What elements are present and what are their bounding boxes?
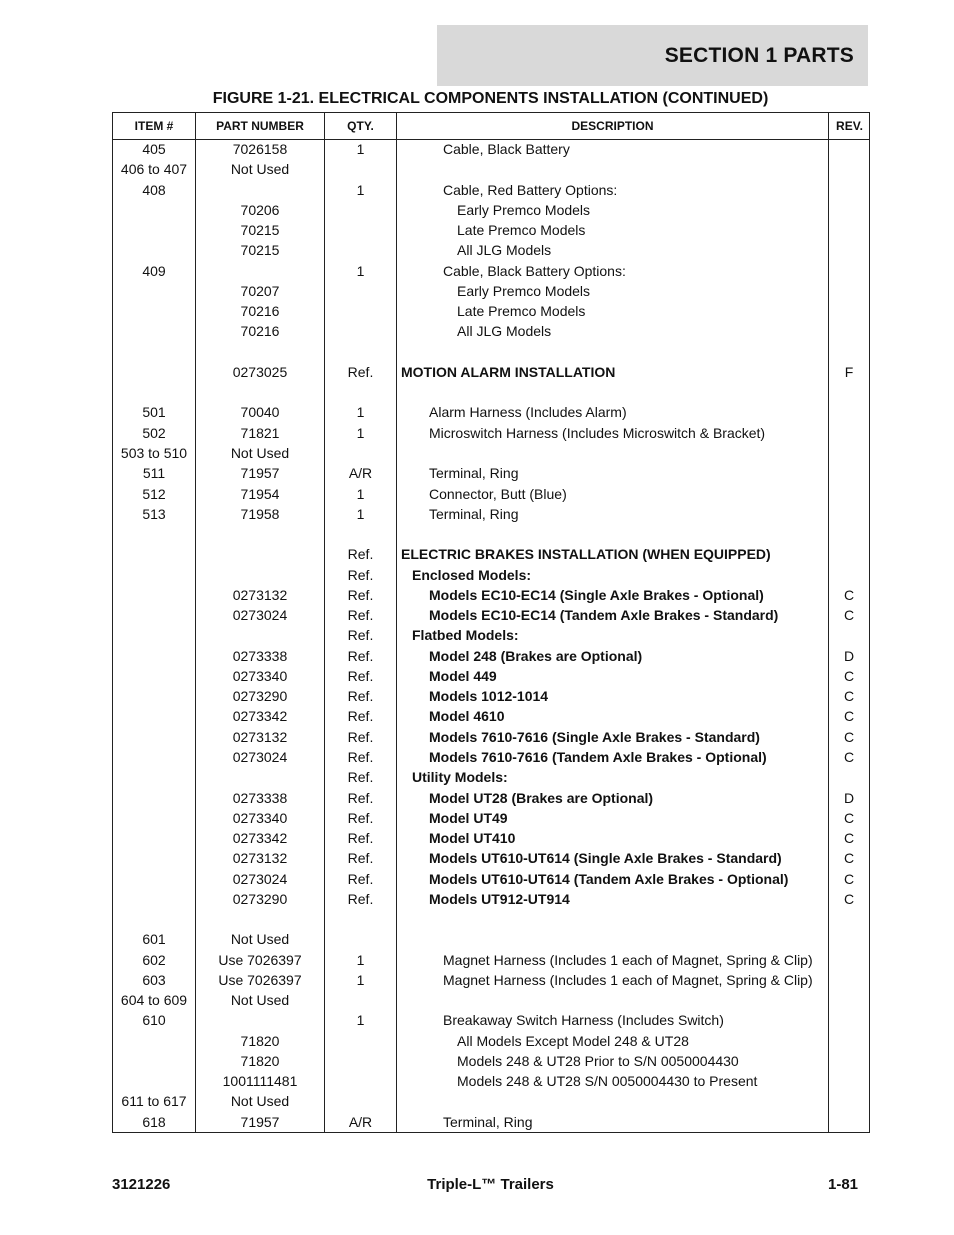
rev-cell: C [843, 890, 855, 907]
table-row [113, 423, 869, 443]
table-row [113, 301, 869, 321]
part-number-cell: 1001111481 [222, 1073, 298, 1090]
table-row [113, 220, 869, 240]
part-number-cell: 71958 [240, 505, 280, 522]
table-row [113, 788, 869, 808]
description-cell: MOTION ALARM INSTALLATION [401, 363, 616, 380]
description-cell: All Models Except Model 248 & UT28 [457, 1032, 689, 1049]
qty-cell: 1 [356, 505, 365, 522]
table-row [113, 706, 869, 726]
rev-cell: C [843, 708, 855, 725]
qty-cell: Ref. [347, 748, 374, 765]
qty-cell: Ref. [347, 708, 374, 725]
part-number-cell: Not Used [230, 931, 290, 948]
column-header-item: ITEM # [134, 119, 174, 133]
parts-table [112, 112, 870, 1133]
description-cell: Cable, Black Battery [443, 141, 570, 157]
description-cell: Model UT28 (Brakes are Optional) [429, 789, 654, 806]
part-number-cell: 0273290 [232, 688, 288, 705]
table-row [113, 240, 869, 260]
part-number-cell: 70207 [240, 282, 280, 299]
table-row [113, 950, 869, 970]
column-header-part-number: PART NUMBER [216, 119, 304, 133]
part-number-cell: 0273024 [232, 607, 288, 624]
part-number-cell: 0273290 [232, 890, 288, 907]
qty-cell: Ref. [347, 546, 374, 563]
item-cell: 602 [142, 951, 166, 968]
part-number-cell: Not Used [230, 161, 290, 178]
qty-cell: Ref. [347, 586, 374, 603]
qty-cell: 1 [356, 485, 365, 502]
table-row [113, 1031, 869, 1051]
item-cell: 501 [142, 404, 166, 421]
table-row [113, 1091, 869, 1111]
qty-cell: Ref. [347, 830, 374, 847]
qty-cell: Ref. [347, 607, 374, 624]
item-cell: 601 [142, 931, 166, 948]
item-cell: 604 to 609 [120, 992, 188, 1009]
part-number-cell: 0273340 [232, 667, 288, 684]
table-row [113, 646, 869, 666]
part-number-cell: 0273342 [232, 830, 288, 847]
description-cell: Alarm Harness (Includes Alarm) [429, 404, 627, 421]
part-number-cell: 71957 [240, 465, 280, 482]
rev-cell: D [843, 789, 855, 806]
qty-cell: Ref. [347, 363, 374, 380]
table-row [113, 1051, 869, 1071]
description-cell: Enclosed Models: [412, 566, 532, 583]
qty-cell: 1 [356, 181, 365, 198]
rev-cell: C [843, 667, 855, 684]
description-cell: Early Premco Models [457, 201, 591, 218]
part-number-cell: 0273024 [232, 870, 288, 887]
column-header-qty: QTY. [347, 119, 374, 133]
description-cell: All JLG Models [457, 242, 552, 259]
figure-title: FIGURE 1-21. ELECTRICAL COMPONENTS INSTALLATION (CONTINUED) [212, 90, 769, 107]
item-cell: 603 [142, 971, 166, 988]
qty-cell: Ref. [347, 870, 374, 887]
part-number-cell: 70216 [240, 303, 280, 320]
table-row [113, 666, 869, 686]
part-number-cell: 70040 [240, 404, 280, 421]
table-row [113, 463, 869, 483]
part-number-cell: 0273338 [232, 789, 288, 806]
column-header-description: DESCRIPTION [571, 119, 654, 133]
qty-cell: Ref. [347, 809, 374, 826]
part-number-cell: Use 7026397 [218, 951, 302, 968]
table-row [113, 524, 869, 544]
description-cell: Model UT49 [429, 809, 508, 826]
description-cell: Models 7610-7616 (Tandem Axle Brakes - Optional) [429, 748, 767, 765]
section-title: SECTION 1 PARTS [664, 43, 854, 67]
table-row [113, 504, 869, 524]
column-header-rev: REV. [836, 119, 863, 133]
table-row [113, 727, 869, 747]
qty-cell: 1 [356, 1012, 365, 1029]
description-cell: Models UT610-UT614 (Tandem Axle Brakes - Optional) [429, 870, 789, 887]
table-row [113, 342, 869, 362]
qty-cell: 1 [356, 262, 365, 279]
item-cell: 513 [142, 505, 166, 522]
qty-cell: Ref. [347, 728, 374, 745]
table-row [113, 321, 869, 341]
description-cell: Model 248 (Brakes are Optional) [429, 647, 643, 664]
description-cell: Terminal, Ring [443, 1113, 533, 1130]
part-number-cell: Not Used [230, 444, 290, 461]
table-row [113, 970, 869, 990]
table-row [113, 889, 869, 909]
part-number-cell: 0273132 [232, 850, 288, 867]
qty-cell: A/R [348, 1113, 373, 1130]
part-number-cell: 71820 [240, 1052, 280, 1069]
rev-cell: C [843, 870, 855, 887]
table-row [113, 1010, 869, 1030]
part-number-cell: 71954 [240, 485, 280, 502]
table-row [113, 605, 869, 625]
table-row [113, 159, 869, 179]
item-cell: 511 [142, 465, 166, 482]
qty-cell: Ref. [347, 850, 374, 867]
item-cell: 618 [142, 1113, 166, 1130]
table-row [113, 565, 869, 585]
part-number-cell: 70216 [240, 323, 280, 340]
qty-cell: 1 [356, 404, 365, 421]
rev-cell: C [843, 728, 855, 745]
table-row [113, 382, 869, 402]
qty-cell: A/R [348, 465, 373, 482]
table-row [113, 909, 869, 929]
footer-page-number: 1-81 [828, 1176, 859, 1193]
description-cell: Cable, Black Battery Options: [443, 262, 626, 279]
item-cell: 512 [142, 485, 166, 502]
table-row [113, 990, 869, 1010]
description-cell: Microswitch Harness (Includes Microswitch & Bracket) [429, 424, 766, 441]
rev-cell: C [843, 809, 855, 826]
part-number-cell: Not Used [230, 1093, 290, 1110]
description-cell: Late Premco Models [457, 222, 586, 239]
description-cell: Terminal, Ring [429, 465, 519, 482]
table-row [113, 180, 869, 200]
part-number-cell: 71957 [240, 1113, 280, 1130]
description-cell: Models EC10-EC14 (Single Axle Brakes - Optional) [429, 586, 764, 603]
item-cell: 406 to 407 [120, 161, 188, 178]
section-header [437, 25, 868, 86]
description-cell: Flatbed Models: [412, 627, 519, 644]
qty-cell: Ref. [347, 890, 374, 907]
item-cell: 409 [142, 262, 166, 279]
table-row [113, 1112, 869, 1132]
part-number-cell: 0273132 [232, 728, 288, 745]
description-cell: Utility Models: [412, 769, 508, 786]
description-cell: ELECTRIC BRAKES INSTALLATION (WHEN EQUIPPED) [401, 546, 771, 563]
qty-cell: 1 [356, 951, 365, 968]
part-number-cell: 70215 [240, 222, 280, 239]
item-cell: 405 [142, 141, 166, 157]
description-cell: Models 1012-1014 [429, 688, 549, 705]
table-row [113, 686, 869, 706]
table-row [113, 828, 869, 848]
rev-cell: C [843, 688, 855, 705]
part-number-cell: 7026158 [232, 141, 288, 157]
table-row [113, 281, 869, 301]
qty-cell: 1 [356, 141, 365, 157]
part-number-cell: Not Used [230, 992, 290, 1009]
description-cell: Models UT610-UT614 (Single Axle Brakes - Standard) [429, 850, 782, 867]
description-cell: Connector, Butt (Blue) [429, 485, 567, 502]
footer-doc-number: 3121226 [112, 1176, 171, 1193]
table-body [113, 139, 869, 1132]
table-row [113, 362, 869, 382]
description-cell: All JLG Models [457, 323, 552, 340]
table-row [113, 544, 869, 564]
footer-product: Triple-L™ Trailers [427, 1176, 554, 1193]
description-cell: Magnet Harness (Includes 1 each of Magnet, Spring & Clip) [443, 971, 813, 988]
description-cell: Magnet Harness (Includes 1 each of Magnet, Spring & Clip) [443, 951, 813, 968]
qty-cell: Ref. [347, 688, 374, 705]
table-row [113, 585, 869, 605]
description-cell: Model 4610 [429, 708, 505, 725]
item-cell: 502 [142, 424, 166, 441]
rev-cell: C [843, 748, 855, 765]
rev-cell: F [844, 363, 854, 380]
description-cell: Models EC10-EC14 (Tandem Axle Brakes - Standard) [429, 607, 779, 624]
description-cell: Terminal, Ring [429, 505, 519, 522]
table-row [113, 139, 869, 159]
qty-cell: 1 [356, 424, 365, 441]
qty-cell: Ref. [347, 769, 374, 786]
description-cell: Models 7610-7616 (Single Axle Brakes - Standard) [429, 728, 760, 745]
qty-cell: Ref. [347, 667, 374, 684]
table-row [113, 484, 869, 504]
description-cell: Cable, Red Battery Options: [443, 181, 618, 198]
table-row [113, 869, 869, 889]
qty-cell: Ref. [347, 789, 374, 806]
rev-cell: D [843, 647, 855, 664]
description-cell: Breakaway Switch Harness (Includes Switch) [443, 1012, 724, 1029]
part-number-cell: 0273024 [232, 748, 288, 765]
table-row [113, 261, 869, 281]
table-row [113, 443, 869, 463]
description-cell: Models 248 & UT28 S/N 0050004430 to Present [457, 1073, 758, 1090]
description-cell: Models UT912-UT914 [429, 890, 570, 907]
rev-cell: C [843, 850, 855, 867]
description-cell: Late Premco Models [457, 303, 586, 320]
part-number-cell: 0273342 [232, 708, 288, 725]
rev-cell: C [843, 830, 855, 847]
part-number-cell: 71820 [240, 1032, 280, 1049]
item-cell: 408 [142, 181, 166, 198]
table-row [113, 200, 869, 220]
table-row [113, 929, 869, 949]
table-row [113, 1071, 869, 1091]
description-cell: Early Premco Models [457, 282, 591, 299]
qty-cell: 1 [356, 971, 365, 988]
table-row [113, 808, 869, 828]
part-number-cell: 70215 [240, 242, 280, 259]
description-cell: Models 248 & UT28 Prior to S/N 0050004430 [457, 1052, 739, 1069]
table-row [113, 848, 869, 868]
part-number-cell: 0273025 [232, 363, 288, 380]
table-row [113, 767, 869, 787]
table-row [113, 625, 869, 645]
part-number-cell: 0273340 [232, 809, 288, 826]
item-cell: 503 to 510 [120, 444, 188, 461]
rev-cell: C [843, 586, 855, 603]
qty-cell: Ref. [347, 647, 374, 664]
description-cell: Model 449 [429, 667, 497, 684]
part-number-cell: Use 7026397 [218, 971, 302, 988]
table-row [113, 747, 869, 767]
item-cell: 611 to 617 [121, 1093, 187, 1110]
part-number-cell: 71821 [240, 424, 280, 441]
item-cell: 610 [142, 1012, 166, 1029]
part-number-cell: 0273338 [232, 647, 288, 664]
rev-cell: C [843, 607, 855, 624]
description-cell: Model UT410 [429, 830, 516, 847]
table-row [113, 402, 869, 422]
qty-cell: Ref. [347, 566, 374, 583]
qty-cell: Ref. [347, 627, 374, 644]
part-number-cell: 70206 [240, 201, 280, 218]
part-number-cell: 0273132 [232, 586, 288, 603]
